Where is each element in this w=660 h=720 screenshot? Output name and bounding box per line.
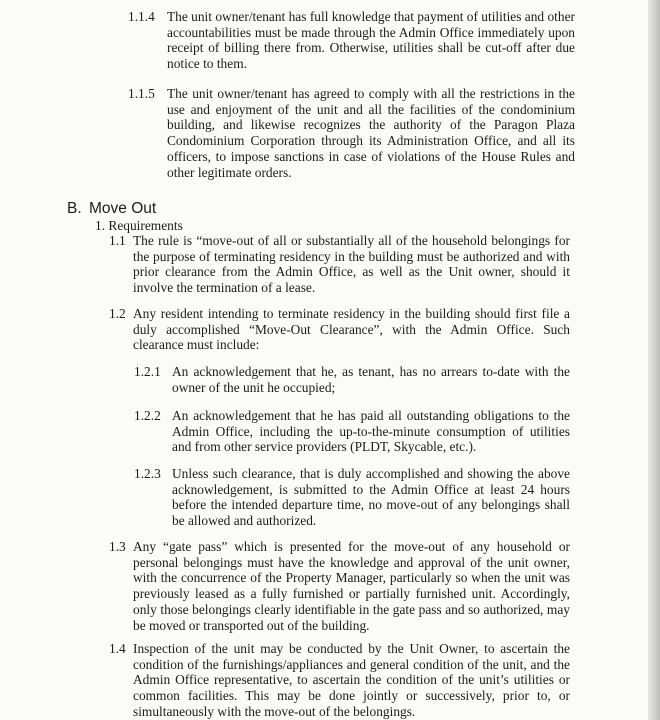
item-number: 1.4 — [109, 641, 126, 656]
item-number: 1.1 — [109, 233, 126, 248]
page-edge — [648, 0, 660, 720]
item-number: 1.2.2 — [134, 408, 161, 423]
paragraph-1-2-2: An acknowledgement that he has paid all outstanding obligations to the Admin Office, including the up-to-the-minute consumption of utilities and from other service providers (PLDT, Skycable, etc.). — [172, 408, 570, 455]
sub-heading-number: 1. — [95, 218, 106, 233]
item-number: 1.1.5 — [128, 86, 155, 101]
sub-heading-title: Requirements — [108, 218, 183, 233]
paragraph-1-3: Any “gate pass” which is presented for the move-out of any household or personal belongings must have the knowledge and approval of the unit owner, with the concurrence of the Property Manager, particularly so when the unit was previously leased as a fully furnished or partially furnished unit. Accordingly, only those belongings clearly identifiable in the gate pass and so authorized, may be moved or transported out of the building. — [133, 539, 570, 633]
paragraph-1-1: The rule is “move-out of all or substantially all of the household belongings for the purpose of terminating residency in the building must be authorized and with prior clearance from the Admin Office, as well as the Unit owner, should it involve the termination of a lease. — [133, 233, 570, 296]
item-number: 1.2.1 — [134, 364, 161, 379]
item-number: 1.3 — [109, 539, 126, 554]
item-number: 1.2 — [109, 306, 126, 321]
paragraph-1-4: Inspection of the unit may be conducted by the Unit Owner, to ascertain the condition of the furnishings/appliances and general condition of the unit, and the Admin Office representative, to ascertain the condition of the unit’s utilities or common facilities. This may be done jointly or successively, prior to, or simultaneously with the move-out of the belongings. — [133, 641, 570, 719]
section-heading — [67, 200, 156, 218]
section-title: Move Out — [89, 200, 157, 217]
sub-heading — [95, 218, 183, 234]
paragraph-1-2-3: Unless such clearance, that is duly accomplished and showing the above acknowledgement, is submitted to the Admin Office at least 24 hours before the intended departure time, no move-out of any belongings shall be allowed and authorized. — [172, 466, 570, 529]
paragraph-1-2: Any resident intending to terminate residency in the building should first file a duly accomplished “Move-Out Clearance”, with the Admin Office. Such clearance must include: — [133, 306, 570, 353]
paragraph-1-2-1: An acknowledgement that he, as tenant, has no arrears to-date with the owner of the unit he occupied; — [172, 364, 570, 395]
paragraph-1-1-5: The unit owner/tenant has agreed to comply with all the restrictions in the use and enjoyment of the unit and all the facilities of the condominium building, and likewise recognizes the authority of the Paragon Plaza Condominium Corporation through its Administration Office, and all its officers, to impose sanctions in case of violations of the House Rules and other legitimate orders. — [167, 86, 575, 180]
item-number: 1.1.4 — [128, 9, 155, 24]
paragraph-1-1-4: The unit owner/tenant has full knowledge that payment of utilities and other accountabilities must be made through the Admin Office immediately upon receipt of billing there from. Otherwise, utilities shall be cut-off after due notice to them. — [167, 9, 575, 72]
item-number: 1.2.3 — [134, 466, 161, 481]
section-letter: B. — [67, 200, 82, 217]
